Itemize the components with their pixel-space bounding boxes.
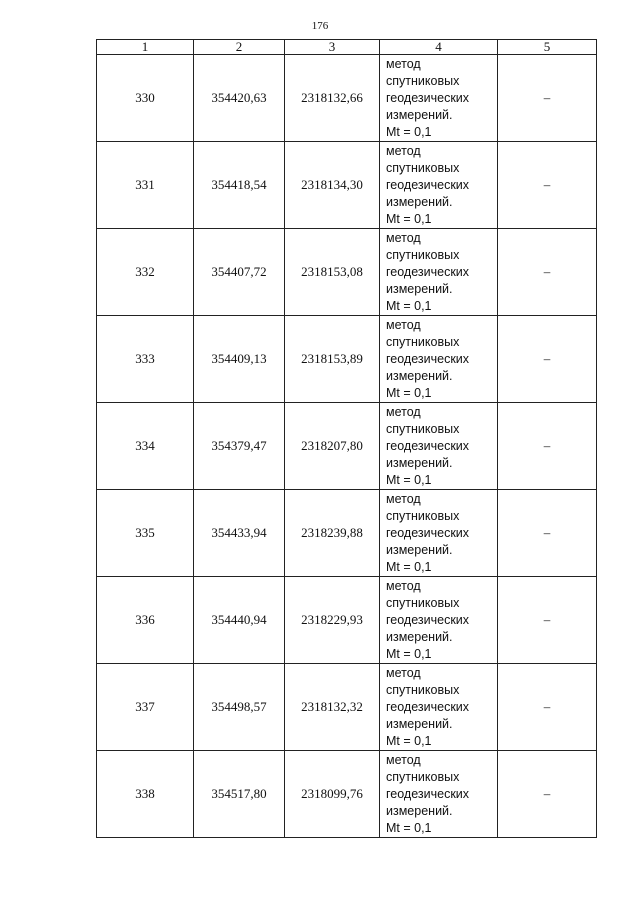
method-line: геодезических <box>386 351 470 366</box>
method-line: геодезических <box>386 786 470 801</box>
method-line: Mt = 0,1 <box>386 733 432 748</box>
note-cell: – <box>498 403 597 490</box>
table-body <box>97 40 597 838</box>
method-line: Mt = 0,1 <box>386 385 432 400</box>
method-line: метод <box>386 491 421 506</box>
method-line: геодезических <box>386 264 470 279</box>
note-cell: – <box>498 229 597 316</box>
method-line: спутниковых <box>386 421 460 436</box>
point-number-cell: 336 <box>97 577 194 664</box>
column-header-2: 2 <box>194 40 285 55</box>
x-coordinate-cell: 354498,57 <box>194 664 285 751</box>
note-cell: – <box>498 751 597 838</box>
table-row <box>97 316 597 403</box>
column-header-3: 3 <box>285 40 380 55</box>
table-row <box>97 751 597 838</box>
method-line: геодезических <box>386 525 470 540</box>
table-header-row <box>97 40 597 55</box>
method-line: геодезических <box>386 90 470 105</box>
method-cell <box>380 751 498 838</box>
table-row <box>97 55 597 142</box>
method-line: метод <box>386 143 421 158</box>
method-line: спутниковых <box>386 73 460 88</box>
column-header-1: 1 <box>97 40 194 55</box>
method-line: спутниковых <box>386 769 460 784</box>
method-line: Mt = 0,1 <box>386 124 432 139</box>
point-number-cell: 338 <box>97 751 194 838</box>
table-row <box>97 664 597 751</box>
note-cell: – <box>498 142 597 229</box>
column-header-4: 4 <box>380 40 498 55</box>
method-line: геодезических <box>386 177 470 192</box>
method-line: Mt = 0,1 <box>386 646 432 661</box>
x-coordinate-cell: 354409,13 <box>194 316 285 403</box>
column-header-5: 5 <box>498 40 597 55</box>
y-coordinate-cell: 2318132,32 <box>285 664 380 751</box>
x-coordinate-cell: 354517,80 <box>194 751 285 838</box>
note-cell: – <box>498 316 597 403</box>
note-cell: – <box>498 55 597 142</box>
x-coordinate-cell: 354420,63 <box>194 55 285 142</box>
method-cell <box>380 55 498 142</box>
method-line: измерений. <box>386 281 453 296</box>
method-cell <box>380 229 498 316</box>
method-cell <box>380 142 498 229</box>
x-coordinate-cell: 354379,47 <box>194 403 285 490</box>
method-line: метод <box>386 578 421 593</box>
method-line: измерений. <box>386 107 453 122</box>
method-cell <box>380 490 498 577</box>
table-row <box>97 577 597 664</box>
method-line: измерений. <box>386 368 453 383</box>
method-line: геодезических <box>386 612 470 627</box>
y-coordinate-cell: 2318239,88 <box>285 490 380 577</box>
x-coordinate-cell: 354433,94 <box>194 490 285 577</box>
method-line: спутниковых <box>386 682 460 697</box>
method-line: метод <box>386 404 421 419</box>
method-line: геодезических <box>386 438 470 453</box>
y-coordinate-cell: 2318153,08 <box>285 229 380 316</box>
method-line: метод <box>386 56 421 71</box>
note-cell: – <box>498 490 597 577</box>
table-row <box>97 229 597 316</box>
y-coordinate-cell: 2318099,76 <box>285 751 380 838</box>
method-line: измерений. <box>386 803 453 818</box>
method-line: измерений. <box>386 455 453 470</box>
point-number-cell: 334 <box>97 403 194 490</box>
x-coordinate-cell: 354440,94 <box>194 577 285 664</box>
method-line: метод <box>386 230 421 245</box>
point-number-cell: 330 <box>97 55 194 142</box>
page-number: 176 <box>311 20 329 32</box>
point-number-cell: 337 <box>97 664 194 751</box>
method-line: измерений. <box>386 716 453 731</box>
note-cell: – <box>498 664 597 751</box>
y-coordinate-cell: 2318153,89 <box>285 316 380 403</box>
y-coordinate-cell: 2318132,66 <box>285 55 380 142</box>
method-cell <box>380 664 498 751</box>
y-coordinate-cell: 2318229,93 <box>285 577 380 664</box>
point-number-cell: 332 <box>97 229 194 316</box>
method-line: спутниковых <box>386 595 460 610</box>
method-cell <box>380 316 498 403</box>
table-row <box>97 403 597 490</box>
x-coordinate-cell: 354418,54 <box>194 142 285 229</box>
method-line: Mt = 0,1 <box>386 820 432 835</box>
method-cell <box>380 577 498 664</box>
note-cell: – <box>498 577 597 664</box>
method-line: измерений. <box>386 194 453 209</box>
point-number-cell: 333 <box>97 316 194 403</box>
method-line: метод <box>386 317 421 332</box>
method-line: Mt = 0,1 <box>386 472 432 487</box>
method-line: Mt = 0,1 <box>386 211 432 226</box>
point-number-cell: 331 <box>97 142 194 229</box>
method-line: геодезических <box>386 699 470 714</box>
coordinates-table <box>96 39 597 838</box>
method-line: спутниковых <box>386 508 460 523</box>
method-cell <box>380 403 498 490</box>
method-line: метод <box>386 665 421 680</box>
method-line: спутниковых <box>386 160 460 175</box>
table-row <box>97 490 597 577</box>
point-number-cell: 335 <box>97 490 194 577</box>
method-line: Mt = 0,1 <box>386 298 432 313</box>
y-coordinate-cell: 2318134,30 <box>285 142 380 229</box>
y-coordinate-cell: 2318207,80 <box>285 403 380 490</box>
method-line: Mt = 0,1 <box>386 559 432 574</box>
x-coordinate-cell: 354407,72 <box>194 229 285 316</box>
method-line: спутниковых <box>386 247 460 262</box>
method-line: измерений. <box>386 629 453 644</box>
method-line: метод <box>386 752 421 767</box>
method-line: спутниковых <box>386 334 460 349</box>
method-line: измерений. <box>386 542 453 557</box>
table-row <box>97 142 597 229</box>
